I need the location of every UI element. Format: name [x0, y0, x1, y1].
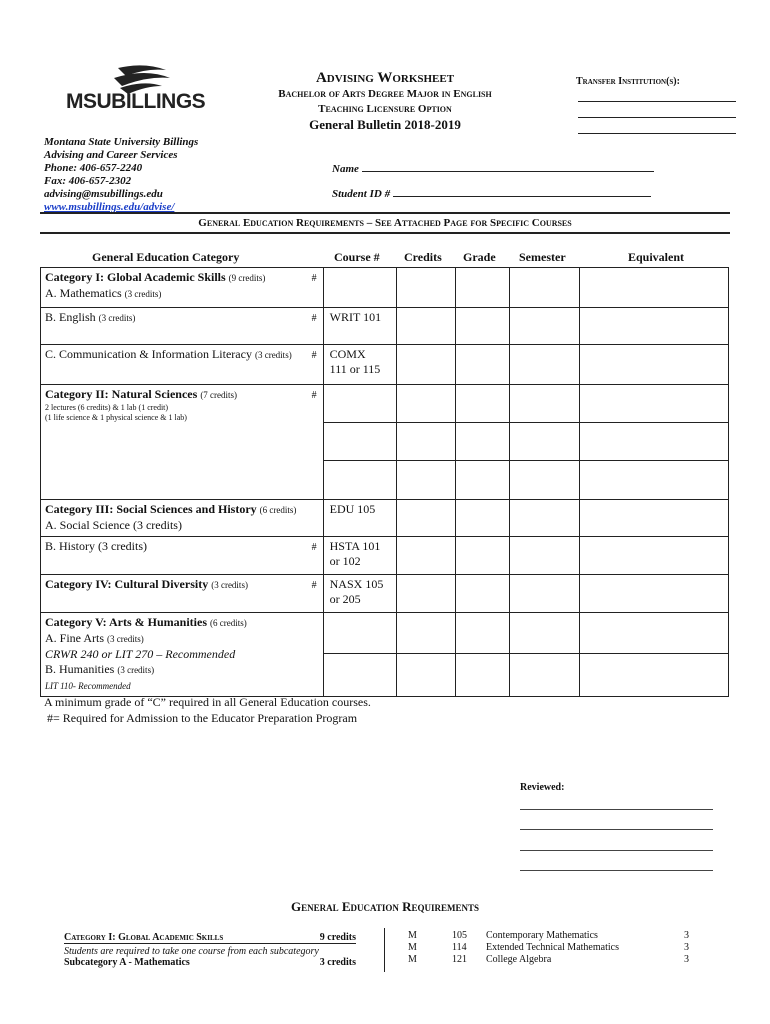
subcategory-label: C. Communication & Information Literacy — [45, 347, 252, 361]
credits-cell[interactable] — [396, 385, 456, 423]
category-title: Category IV: Cultural Diversity — [45, 577, 209, 591]
phone: Phone: 406-657-2240 — [44, 162, 143, 174]
msu-billings-logo — [66, 64, 216, 116]
notes-block — [44, 694, 371, 726]
category-cell — [41, 385, 324, 500]
email: advising@msubillings.edu — [44, 188, 163, 200]
section-divider — [384, 928, 385, 972]
subcategory-credits: (3 credits) — [107, 634, 144, 644]
credits-cell[interactable] — [396, 613, 456, 654]
category-credits: (7 credits) — [200, 390, 238, 400]
equivalent-cell[interactable] — [580, 461, 729, 500]
grade-cell[interactable] — [456, 423, 510, 461]
table-row — [41, 345, 729, 385]
course-prefix: M — [408, 930, 417, 941]
course-line: or 205 — [329, 592, 361, 606]
course-cell[interactable] — [323, 268, 396, 308]
grade-cell[interactable] — [456, 613, 510, 654]
summary-category-credits: 9 credits — [319, 932, 356, 943]
category-credits: (9 credits) — [228, 273, 266, 283]
degree-line: Bachelor of Arts Degree Major in English — [278, 88, 492, 100]
bulletin-line: General Bulletin 2018-2019 — [309, 117, 461, 132]
summary-instruction: Students are required to take one course from each subcategory — [64, 946, 319, 957]
category-cell — [41, 345, 324, 385]
subcategory-label: B. History (3 credits) — [45, 539, 147, 553]
grade-cell[interactable] — [456, 575, 510, 613]
transfer-label: Transfer Institution(s): — [576, 76, 680, 87]
reviewed-line-1[interactable] — [520, 809, 713, 810]
course-cell[interactable] — [323, 575, 396, 613]
course-name: College Algebra — [486, 954, 552, 965]
transfer-line-1[interactable] — [578, 101, 736, 102]
category-summary — [64, 932, 356, 968]
transfer-line-2[interactable] — [578, 117, 736, 118]
col-equivalent: Equivalent — [628, 250, 685, 264]
course-prefix-list — [408, 930, 417, 966]
hash-note: #= Required for Admission to the Educator Preparation Program — [44, 711, 358, 725]
semester-cell[interactable] — [510, 461, 580, 500]
table-row — [41, 613, 729, 654]
course-cell[interactable]: EDU 105 — [323, 500, 396, 537]
required-marker: # — [311, 350, 317, 361]
student-id-label: Student ID # — [332, 188, 391, 200]
subcategory-credits: (3 credits) — [117, 665, 155, 675]
category-cell — [41, 613, 324, 697]
course-name-list — [486, 930, 619, 966]
semester-cell[interactable] — [510, 308, 580, 345]
credits-cell[interactable] — [396, 268, 456, 308]
equivalent-cell[interactable] — [580, 500, 729, 537]
subcategory-label: A. Social Science (3 credits) — [45, 518, 182, 532]
table-row — [41, 385, 729, 423]
recommendation-note: CRWR 240 or LIT 270 – Recommended — [45, 647, 236, 661]
course-credit: 3 — [684, 930, 689, 941]
course-credit: 3 — [684, 954, 689, 965]
category-credits: (6 credits) — [259, 505, 297, 515]
course-number: 114 — [452, 942, 467, 953]
category-credits: (6 credits) — [210, 618, 247, 628]
course-line: HSTA 101 — [329, 539, 381, 553]
summary-subcategory-label: Subcategory A - Mathematics — [64, 957, 190, 968]
col-credits: Credits — [404, 250, 442, 264]
equivalent-cell[interactable] — [580, 268, 729, 308]
credits-cell[interactable] — [396, 345, 456, 385]
equivalent-cell[interactable] — [580, 385, 729, 423]
grade-cell[interactable] — [456, 345, 510, 385]
reviewed-line-4[interactable] — [520, 870, 713, 871]
course-line: 111 or 115 — [329, 362, 381, 376]
grade-cell[interactable] — [456, 461, 510, 500]
required-marker: # — [311, 580, 317, 591]
course-cell[interactable] — [323, 345, 396, 385]
table-row — [41, 268, 729, 308]
page-title: Advising Worksheet — [315, 70, 455, 86]
category-title: Category II: Natural Sciences — [45, 387, 198, 401]
name-label: Name — [332, 163, 359, 175]
student-id-input-line[interactable] — [393, 186, 651, 197]
website-link[interactable]: www.msubillings.edu/advise/ — [44, 201, 175, 213]
contact-block — [44, 136, 198, 214]
name-input-line[interactable] — [362, 161, 654, 172]
course-line: COMX — [329, 347, 366, 361]
org-name: Montana State University Billings — [44, 136, 199, 148]
subcategory-label: B. English — [45, 310, 96, 324]
subcategory-credits: (3 credits) — [98, 313, 136, 323]
course-cell[interactable] — [323, 461, 396, 500]
required-marker: # — [311, 542, 317, 553]
category-cell — [41, 537, 324, 575]
category-cell — [41, 575, 324, 613]
required-marker: # — [311, 273, 317, 284]
category-cell — [41, 268, 324, 308]
summary-subcategory-credits: 3 credits — [319, 957, 356, 968]
divider-top — [40, 212, 730, 214]
dept-name: Advising and Career Services — [44, 149, 178, 161]
semester-cell[interactable] — [510, 575, 580, 613]
credits-cell[interactable] — [396, 461, 456, 500]
fax: Fax: 406-657-2302 — [44, 175, 132, 187]
reviewed-line-3[interactable] — [520, 850, 713, 851]
subcategory-credits: (3 credits) — [124, 289, 162, 299]
reviewed-label: Reviewed: — [520, 782, 565, 793]
course-line: or 102 — [329, 554, 361, 568]
equivalent-cell[interactable] — [580, 423, 729, 461]
credits-cell[interactable] — [396, 537, 456, 575]
course-name: Extended Technical Mathematics — [486, 942, 619, 953]
category-note: (1 life science & 1 physical science & 1 lab) — [45, 413, 187, 422]
col-course: Course # — [334, 250, 380, 264]
credits-cell[interactable] — [396, 575, 456, 613]
course-cell[interactable] — [323, 537, 396, 575]
subcategory-label: A. Fine Arts — [45, 631, 105, 645]
semester-cell[interactable] — [510, 423, 580, 461]
table-row — [41, 500, 729, 537]
student-id-field[interactable] — [332, 186, 651, 200]
course-cell[interactable] — [323, 423, 396, 461]
course-name: Contemporary Mathematics — [486, 930, 598, 941]
semester-cell[interactable] — [510, 385, 580, 423]
subcategory-credits: (3 credits) — [254, 350, 292, 360]
option-line: Teaching Licensure Option — [318, 103, 452, 115]
grade-cell[interactable] — [456, 653, 510, 696]
course-credit: 3 — [684, 942, 689, 953]
grade-cell[interactable] — [456, 385, 510, 423]
equivalent-cell[interactable] — [580, 345, 729, 385]
course-cell[interactable] — [323, 653, 396, 696]
category-note: 2 lectures (6 credits) & 1 lab (1 credit) — [45, 403, 169, 412]
grade-cell[interactable] — [456, 268, 510, 308]
semester-cell[interactable] — [510, 345, 580, 385]
course-cell[interactable] — [323, 385, 396, 423]
course-cell[interactable] — [323, 613, 396, 654]
credits-cell[interactable] — [396, 653, 456, 696]
required-marker: # — [311, 390, 317, 401]
credits-cell[interactable] — [396, 423, 456, 461]
category-cell — [41, 500, 324, 537]
col-category: General Education Category — [92, 250, 240, 264]
grade-cell[interactable] — [456, 308, 510, 345]
recommendation-note: LIT 110- Recommended — [45, 681, 131, 691]
category-cell — [41, 308, 324, 345]
grade-cell[interactable] — [456, 537, 510, 575]
reviewed-line-2[interactable] — [520, 829, 713, 830]
course-number: 121 — [452, 954, 467, 965]
grade-cell[interactable] — [456, 500, 510, 537]
equivalent-cell[interactable] — [580, 613, 729, 654]
course-prefix: M — [408, 954, 417, 965]
table-row — [41, 537, 729, 575]
col-semester: Semester — [519, 250, 566, 264]
credits-cell[interactable] — [396, 308, 456, 345]
course-number: 105 — [452, 930, 467, 941]
semester-cell[interactable] — [510, 537, 580, 575]
divider-bottom — [40, 232, 730, 234]
transfer-line-3[interactable] — [578, 133, 736, 134]
requirements-table — [40, 267, 729, 697]
section-heading: General Education Requirements – See Attached Page for Specific Courses — [198, 217, 572, 229]
category-title: Category III: Social Sciences and History — [45, 502, 257, 516]
semester-cell[interactable] — [510, 613, 580, 654]
course-credit-list — [684, 930, 689, 966]
semester-cell[interactable] — [510, 653, 580, 696]
semester-cell[interactable] — [510, 500, 580, 537]
course-number-list — [452, 930, 467, 966]
course-line: NASX 105 — [329, 577, 384, 591]
credits-cell[interactable] — [396, 500, 456, 537]
equivalent-cell[interactable] — [580, 575, 729, 613]
category-credits: (3 credits) — [211, 580, 248, 590]
table-row — [41, 308, 729, 345]
category-title: Category V: Arts & Humanities — [45, 615, 207, 629]
semester-cell[interactable] — [510, 268, 580, 308]
equivalent-cell[interactable] — [580, 537, 729, 575]
subcategory-label: A. Mathematics — [45, 286, 122, 300]
equivalent-cell[interactable] — [580, 308, 729, 345]
grade-note: A minimum grade of “C” required in all General Education courses. — [44, 695, 371, 709]
col-grade: Grade — [463, 250, 496, 264]
equivalent-cell[interactable] — [580, 653, 729, 696]
course-prefix: M — [408, 942, 417, 953]
required-marker: # — [311, 313, 317, 324]
worksheet-title — [250, 70, 520, 133]
bottom-section-title: General Education Requirements — [290, 899, 480, 914]
table-row — [41, 575, 729, 613]
subcategory-label: B. Humanities — [45, 662, 115, 676]
summary-category-label: Category I: Global Academic Skills — [64, 932, 224, 943]
name-field[interactable] — [332, 161, 654, 175]
logo-text: MSUBILLINGS — [66, 90, 206, 113]
course-cell[interactable]: WRIT 101 — [323, 308, 396, 345]
category-title: Category I: Global Academic Skills — [45, 270, 226, 284]
